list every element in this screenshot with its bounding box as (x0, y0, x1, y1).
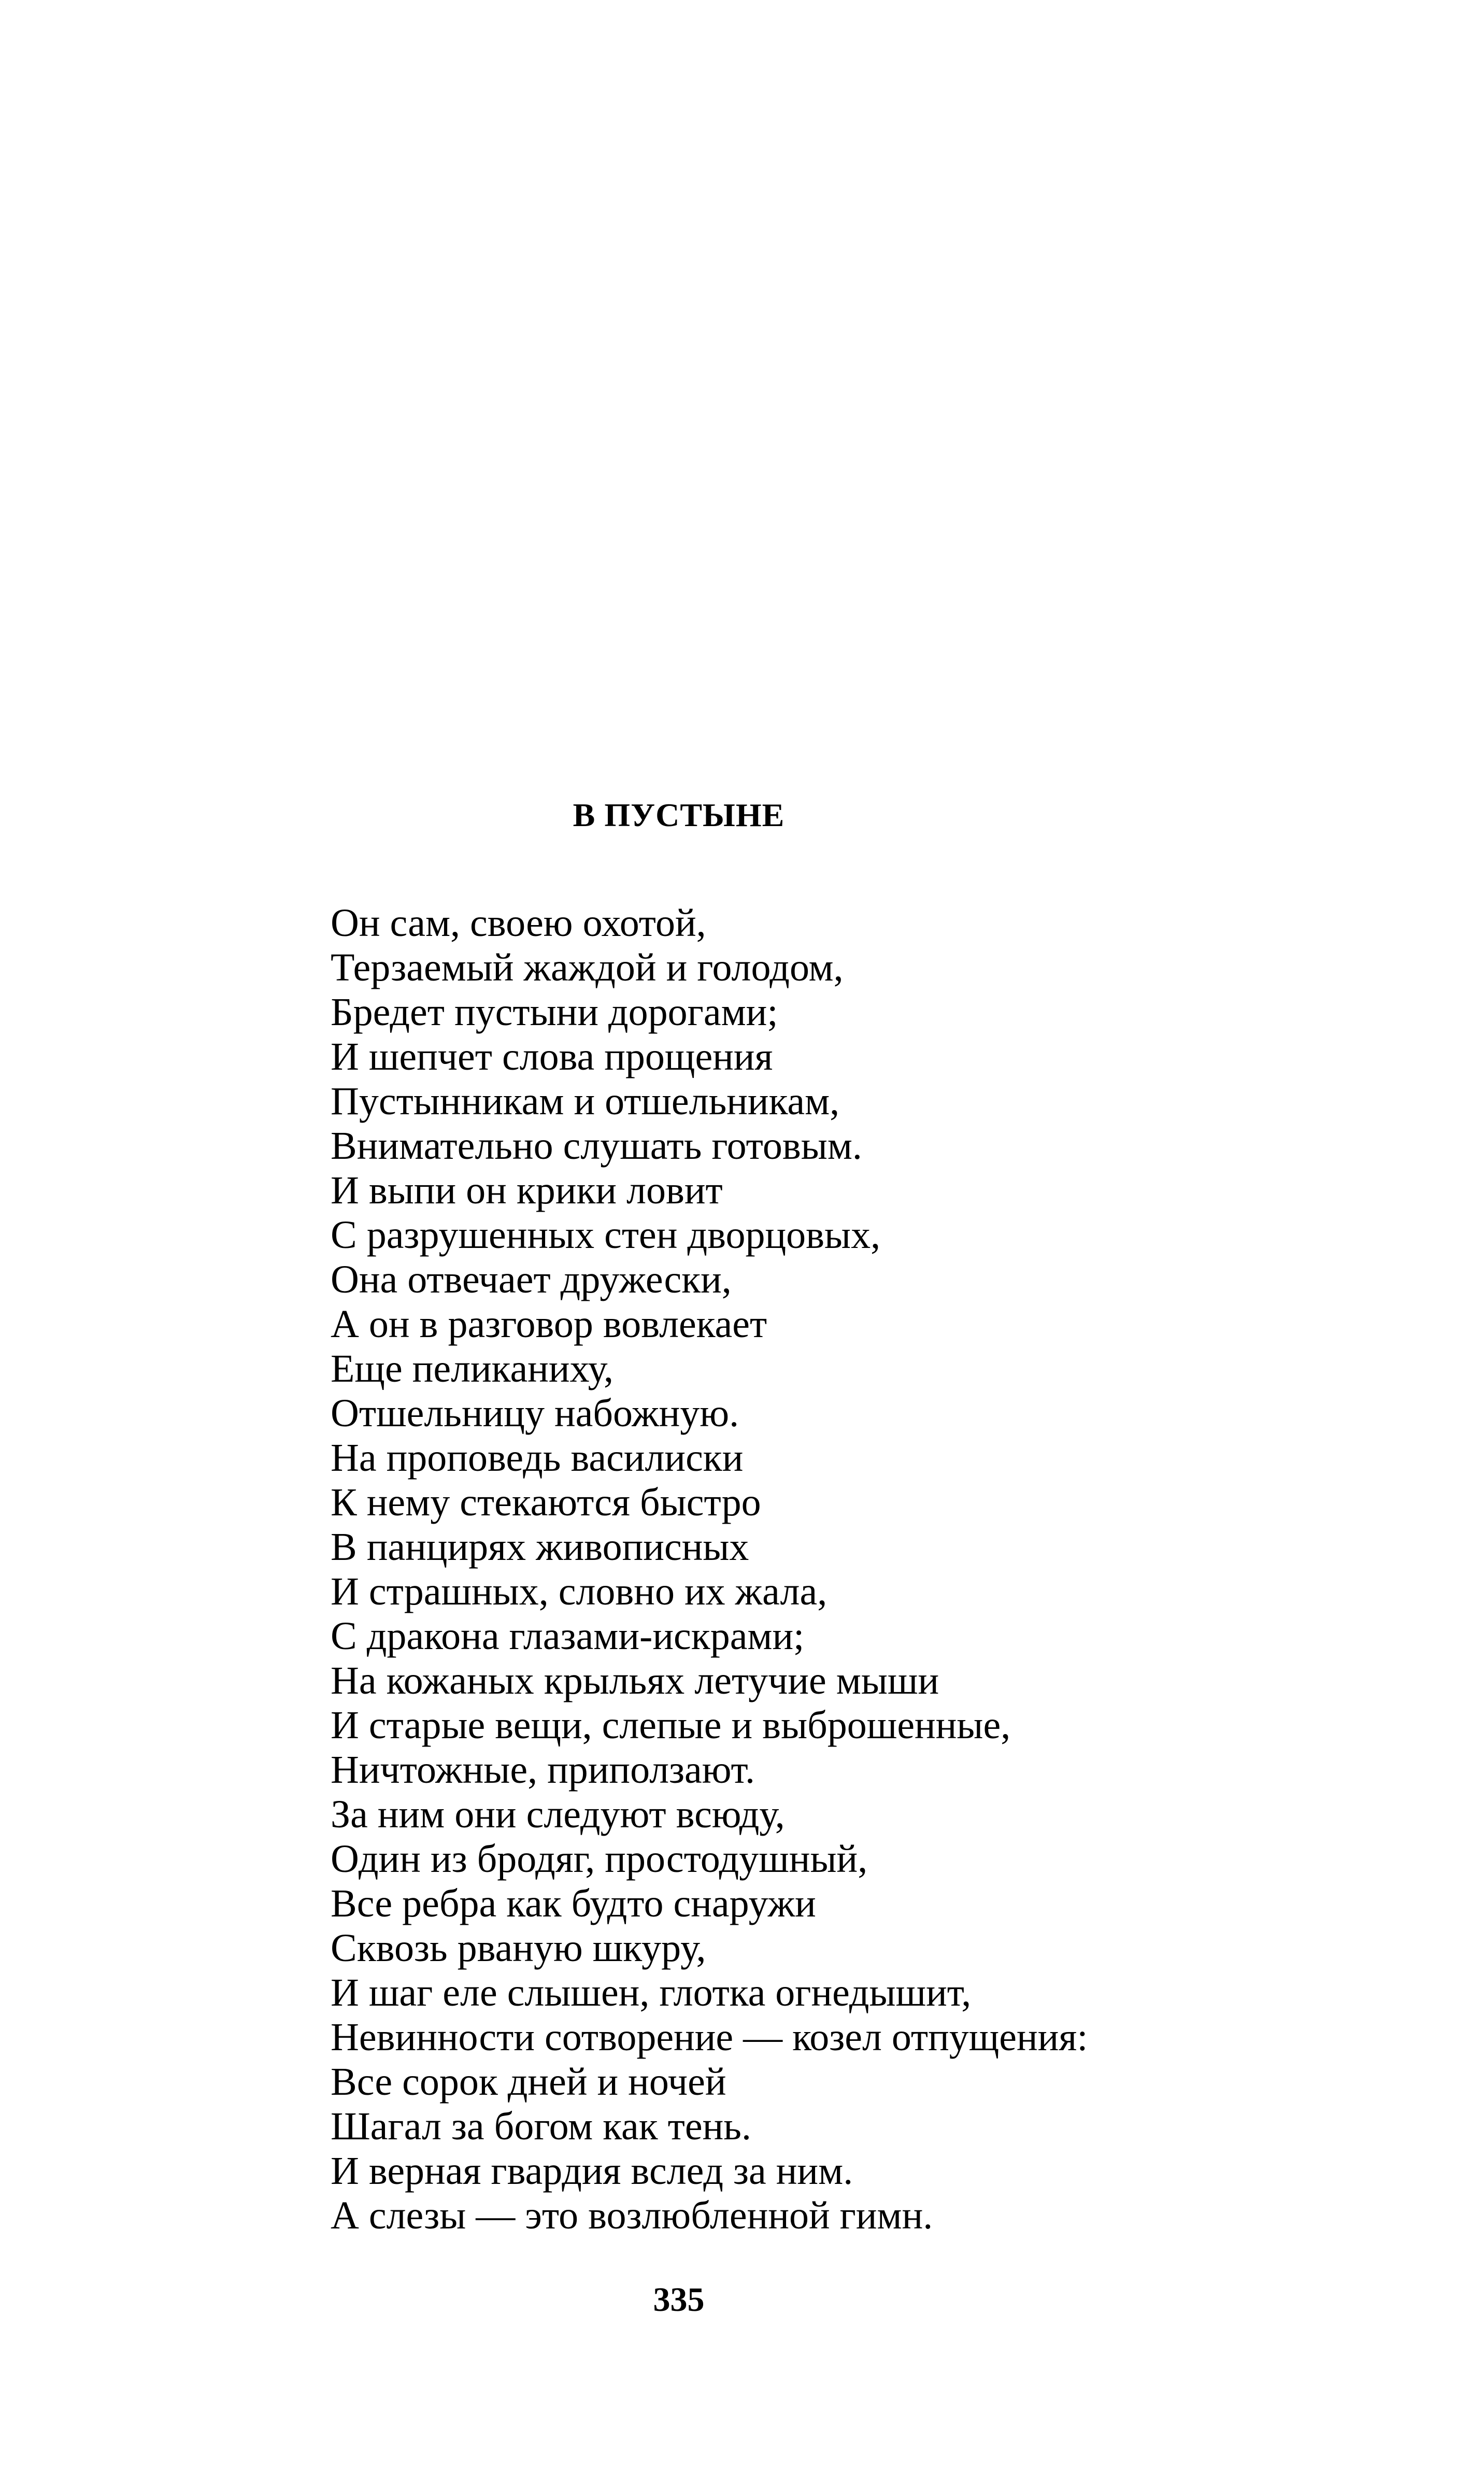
page-number: 335 (653, 2281, 705, 2319)
poem-line: Шагал за богом как тень. (331, 2105, 751, 2148)
poem-line: С разрушенных стен дворцовых, (331, 1213, 881, 1257)
poem-line: Бредет пустыни дорогами; (331, 990, 778, 1034)
poem-line: Он сам, своею охотой, (331, 901, 706, 945)
poem-line: Ничтожные, приползают. (331, 1748, 755, 1792)
poem-line: Невинности сотворение — козел отпущения: (331, 2015, 1088, 2059)
poem-line: Все ребра как будто снаружи (331, 1882, 816, 1925)
poem-line: Внимательно слушать готовым. (331, 1124, 862, 1168)
poem-line: И шепчет слова прощения (331, 1035, 773, 1078)
poem-line: Отшельницу набожную. (331, 1391, 739, 1435)
poem-line: И страшных, словно их жала, (331, 1570, 827, 1613)
poem-title: В ПУСТЫНЕ (573, 797, 785, 833)
poem-line: Один из бродяг, простодушный, (331, 1837, 868, 1881)
poem-line: И шаг еле слышен, глотка огнедышит, (331, 1971, 972, 2014)
poem-line: На кожаных крыльях летучие мыши (331, 1659, 939, 1702)
poem-line: Сквозь рваную шкуру, (331, 1926, 706, 1970)
poem-line: И верная гвардия вслед за ним. (331, 2149, 853, 2193)
poem-line: А он в разговор вовлекает (331, 1302, 767, 1346)
poem-line: Она отвечает дружески, (331, 1258, 732, 1301)
poem-line: И старые вещи, слепые и выброшенные, (331, 1703, 1011, 1747)
poem-line: Еще пеликаниху, (331, 1347, 614, 1390)
poem-line: Все сорок дней и ночей (331, 2060, 726, 2104)
poem-line: К нему стекаются быстро (331, 1481, 761, 1524)
poem-line: За ним они следуют всюду, (331, 1793, 785, 1836)
poem-line: Терзаемый жаждой и голодом, (331, 946, 844, 989)
poem-line: На проповедь василиски (331, 1436, 744, 1480)
poem-line: Пустынникам и отшельникам, (331, 1080, 840, 1123)
poem-line: А слезы — это возлюбленной гимн. (331, 2194, 933, 2237)
poem-line: В панцирях живописных (331, 1525, 749, 1569)
poem-line: И выпи он крики ловит (331, 1169, 723, 1212)
poem-text (331, 901, 1088, 2238)
poem-line: С дракона глазами-искрами; (331, 1614, 805, 1658)
